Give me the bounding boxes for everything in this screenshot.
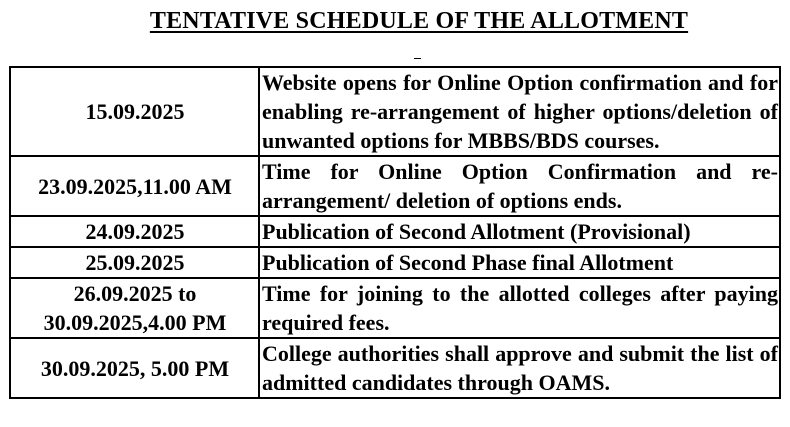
schedule-date: 23.09.2025,11.00 AM	[10, 156, 259, 216]
schedule-date: 15.09.2025	[10, 67, 259, 156]
schedule-event: Time for Online Option Confirmation and re-arrangement/ deletion of options ends.	[259, 156, 780, 216]
table-row	[10, 216, 780, 247]
divider-mark	[414, 58, 421, 59]
schedule-date: 24.09.2025	[10, 216, 259, 247]
schedule-event: Time for joining to the allotted colleges after paying required fees.	[259, 278, 780, 338]
table-row	[10, 278, 780, 338]
schedule-date: 30.09.2025, 5.00 PM	[10, 338, 259, 398]
schedule-date: 26.09.2025 to 30.09.2025,4.00 PM	[10, 278, 259, 338]
page-title: TENTATIVE SCHEDULE OF THE ALLOTMENT	[149, 8, 689, 34]
table-row	[10, 338, 780, 398]
schedule-table	[9, 66, 781, 399]
table-row	[10, 156, 780, 216]
schedule-date: 25.09.2025	[10, 247, 259, 278]
schedule-event: Publication of Second Phase final Allotment	[259, 247, 780, 278]
table-row	[10, 67, 780, 156]
schedule-event: Publication of Second Allotment (Provisional)	[259, 216, 780, 247]
schedule-event: Website opens for Online Option confirmation and for enabling re-arrangement of higher options/deletion of unwanted options for MBBS/BDS courses.	[259, 67, 780, 156]
schedule-event: College authorities shall approve and submit the list of admitted candidates through OAMS.	[259, 338, 780, 398]
table-row	[10, 247, 780, 278]
